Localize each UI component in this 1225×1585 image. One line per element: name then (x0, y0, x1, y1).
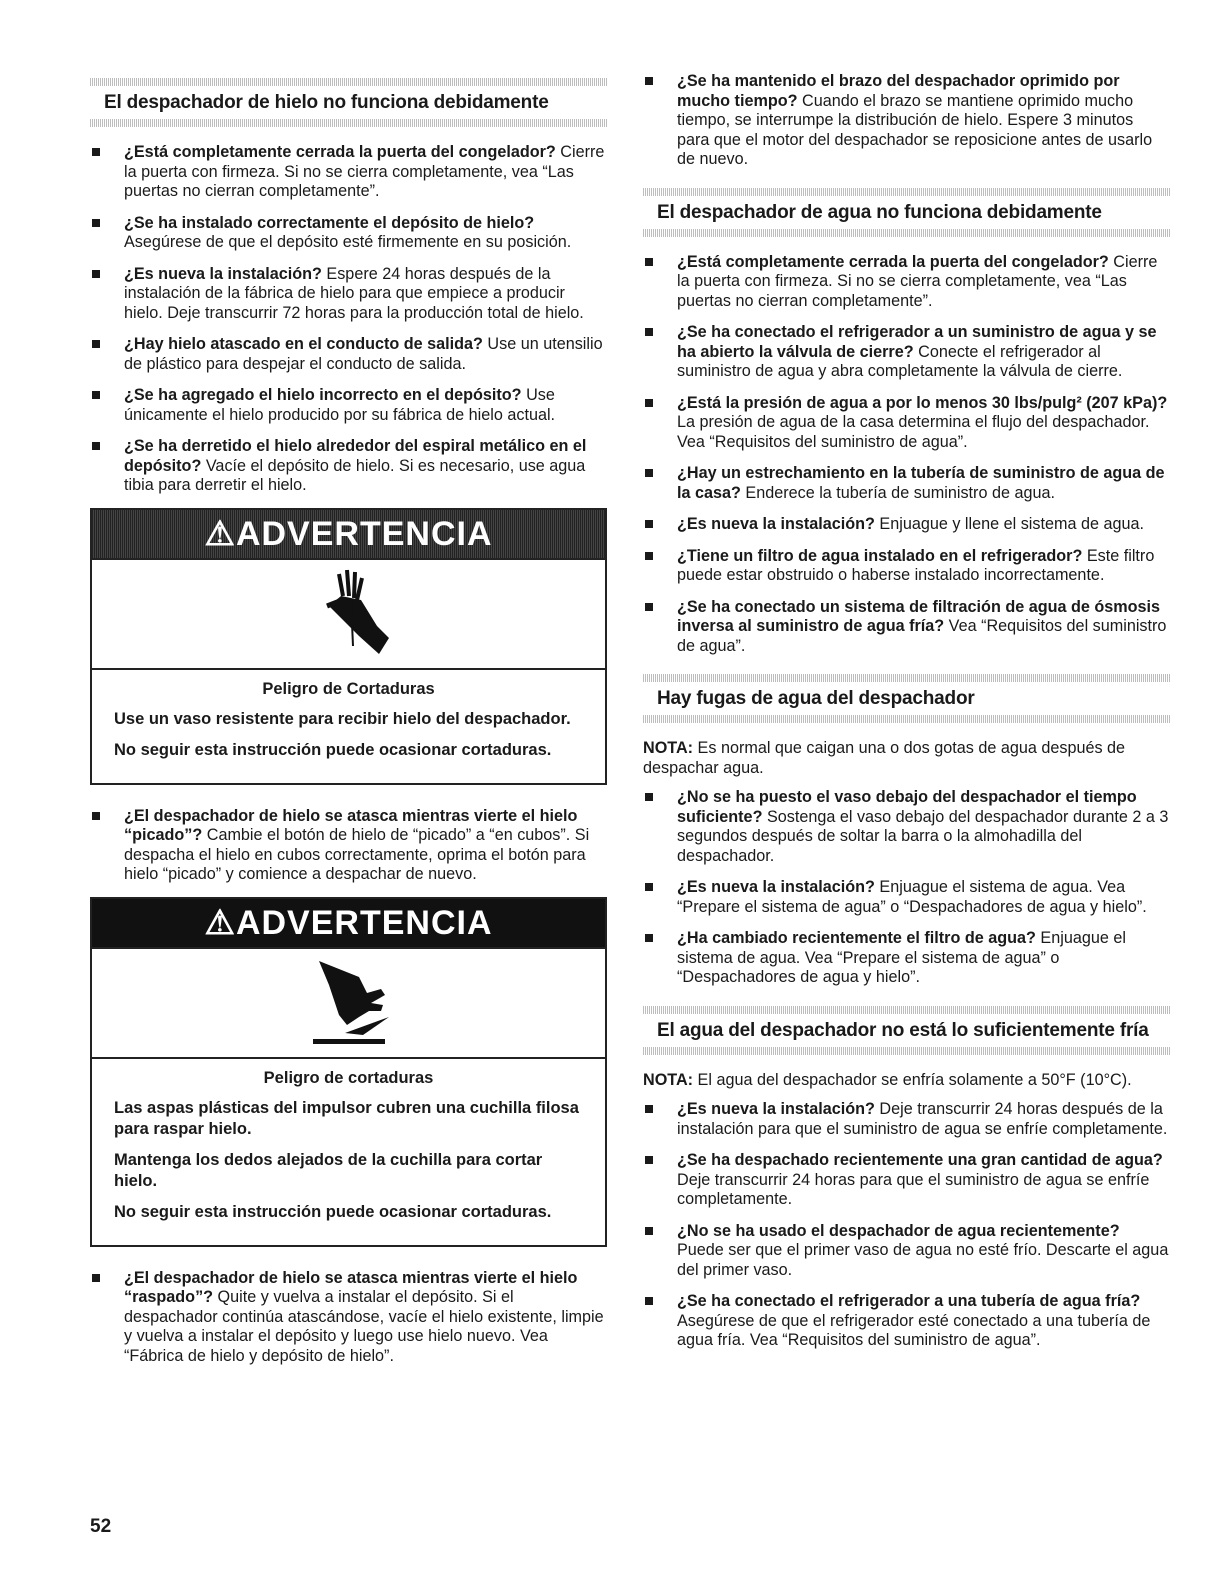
list-item (90, 143, 607, 202)
bullet-icon (92, 219, 100, 227)
note (643, 739, 1170, 778)
bullet-icon (645, 520, 653, 528)
list-item (643, 515, 1170, 535)
bullet-icon (645, 1156, 653, 1164)
item-question: ¿Ha cambiado recientemente el filtro de agua? (677, 929, 1036, 947)
item-answer: Vacíe el depósito de hielo. Si es necesario, use agua tibia para derretir el hielo. (124, 456, 586, 494)
list-item (643, 464, 1170, 503)
list-item (643, 598, 1170, 657)
bullet-icon (645, 258, 653, 266)
bullet-icon (645, 469, 653, 477)
warning-body (92, 1059, 605, 1245)
item-question: ¿No se ha puesto el vaso debajo del despachador el tiempo suficiente? (677, 788, 1137, 826)
warning-banner-text: ⚠ADVERTENCIA (204, 903, 493, 942)
item-question: ¿Se ha instalado correctamente el depósito de hielo? (124, 213, 535, 232)
list-item (90, 214, 607, 253)
warning-text: No seguir esta instrucción puede ocasionar cortaduras. (114, 740, 552, 759)
list-item (643, 253, 1170, 312)
item-list (643, 788, 1170, 988)
item-answer: Cambie el botón de hielo de “picado” a “en cubos”. Si despacha el hielo en cubos correctamente, oprima el botón para hielo “picado” y comience a despachar de nuevo. (124, 826, 590, 883)
bullet-icon (92, 1274, 100, 1282)
item-answer: Este filtro puede estar obstruido o haberse instalado incorrectamente. (677, 546, 1155, 584)
list-item (643, 323, 1170, 382)
item-answer: Use únicamente el hielo producido por su fábrica de hielo actual. (124, 386, 556, 424)
list-item (643, 788, 1170, 866)
item-question: ¿Hay un estrechamiento en la tubería de suministro de agua de la casa? (677, 464, 1165, 502)
list-item (90, 386, 607, 425)
list-item (643, 394, 1170, 453)
item-answer: Deje transcurrir 24 horas para que el suministro de agua se enfríe completamente. (677, 1170, 1150, 1208)
item-answer: Deje transcurrir 24 horas después de la instalación para que el suministro de agua se enfríe completamente. (677, 1100, 1168, 1138)
item-answer: Sostenga el vaso debajo del despachador durante 2 a 3 segundos después de soltar la barra o la almohadilla del despachador. (677, 807, 1169, 865)
item-answer: Asegúrese de que el refrigerador esté conectado a una tubería de agua fría. Vea “Requisitos del suministro de agua”. (677, 1311, 1151, 1349)
item-question: ¿El despachador de hielo se atasca mientras vierte el hielo “picado”? (124, 806, 578, 844)
bullet-icon (645, 1297, 653, 1305)
bullet-icon (645, 603, 653, 611)
list-item (90, 1269, 607, 1367)
header-rule-bottom (643, 715, 1170, 723)
warning-text: No seguir esta instrucción puede ocasionar cortaduras. (114, 1202, 552, 1221)
bullet-icon (92, 340, 100, 348)
bullet-icon (645, 1105, 653, 1113)
section-title: El despachador de agua no funciona debidamente (657, 201, 1102, 223)
section-header (643, 182, 1170, 243)
warning-banner-text: ⚠ADVERTENCIA (204, 514, 493, 553)
bullet-icon (92, 812, 100, 820)
section-title: Hay fugas de agua del despachador (657, 688, 975, 709)
note-label: NOTA: (643, 1070, 694, 1089)
item-question: ¿El despachador de hielo se atasca mientras vierte el hielo “raspado”? (124, 1268, 578, 1306)
item-question: ¿Se ha conectado un sistema de filtración de agua de ósmosis inversa al suministro de agua fría? (677, 597, 1161, 635)
item-answer: Enderece la tubería de suministro de agua. (740, 483, 1055, 502)
bullet-icon (92, 442, 100, 450)
warning-title: Peligro de Cortaduras (262, 679, 435, 698)
page-number: 52 (90, 1516, 112, 1537)
bullet-icon (645, 552, 653, 560)
item-answer: Use un utensilio de plástico para despejar el conducto de salida. (124, 335, 603, 373)
item-answer: Cierre la puerta con firmeza. Si no se cierra completamente, vea “Las puertas no cierran completamente”. (124, 143, 605, 200)
item-question: ¿Está completamente cerrada la puerta del congelador? (677, 252, 1109, 271)
item-answer: Puede ser que el primer vaso de agua no esté frío. Descarte el agua del primer vaso. (677, 1241, 1169, 1279)
warning-box (90, 508, 607, 785)
blade-hand-icon (92, 949, 605, 1059)
list-item (90, 265, 607, 324)
item-answer: Enjuague y llene el sistema de agua. (874, 515, 1144, 533)
note-label: NOTA: (643, 739, 694, 757)
item-question: ¿Se ha mantenido el brazo del despachador oprimido por mucho tiempo? (677, 72, 1120, 110)
item-answer: Enjuague el sistema de agua. Vea “Prepare el sistema de agua” o “Despachadores de agua y hielo”. (677, 929, 1126, 986)
section-header (643, 668, 1170, 729)
item-question: ¿Es nueva la instalación? (124, 264, 322, 283)
bullet-icon (645, 77, 653, 85)
item-list (643, 72, 1170, 170)
bullet-icon (92, 148, 100, 156)
section-title: El agua del despachador no está lo suficientemente fría (657, 1019, 1149, 1041)
note-text: Es normal que caigan una o dos gotas de agua después de despachar agua. (643, 739, 1126, 777)
note (643, 1071, 1170, 1091)
item-question: ¿Se ha derretido el hielo alrededor del espiral metálico en el depósito? (124, 437, 587, 475)
section-header (90, 72, 607, 133)
item-question: ¿Está completamente cerrada la puerta del congelador? (124, 143, 556, 161)
left-column (90, 72, 607, 1378)
warning-title: Peligro de cortaduras (263, 1068, 434, 1087)
item-list (90, 1269, 607, 1367)
list-item (643, 547, 1170, 586)
bullet-icon (92, 270, 100, 278)
item-answer: Espere 24 horas después de la instalación de la fábrica de hielo para que empiece a producir hielo. Deje transcurrir 72 horas para la producción total de hielo. (124, 264, 584, 322)
item-question: ¿Se ha despachado recientemente una gran cantidad de agua? (677, 1151, 1163, 1169)
item-answer: Vea “Requisitos del suministro de agua”. (677, 617, 1167, 655)
item-answer: Cierre la puerta con firmeza. Si no se cierra completamente, vea “Las puertas no cierran completamente”. (677, 252, 1158, 310)
item-question: ¿Es nueva la instalación? (677, 878, 875, 896)
item-answer: Conecte el refrigerador al suministro de agua y abra completamente la válvula de cierre. (677, 342, 1123, 380)
bullet-icon (645, 399, 653, 407)
note-text: El agua del despachador se enfría solamente a 50°F (10°C). (693, 1070, 1132, 1089)
list-item (643, 1222, 1170, 1281)
item-question: ¿Es nueva la instalación? (677, 1100, 875, 1118)
item-list (90, 143, 607, 496)
warning-text: Las aspas plásticas del impulsor cubren una cuchilla filosa para raspar hielo. (114, 1098, 579, 1138)
item-answer: Asegúrese de que el depósito esté firmemente en su posición. (124, 233, 572, 251)
bullet-icon (645, 1227, 653, 1235)
header-rule-top (90, 78, 607, 86)
warning-text: Mantenga los dedos alejados de la cuchilla para cortar hielo. (114, 1150, 543, 1190)
item-question: ¿Se ha conectado el refrigerador a una tubería de agua fría? (677, 1292, 1141, 1310)
item-question: ¿Tiene un filtro de agua instalado en el refrigerador? (677, 546, 1083, 565)
item-question: ¿Es nueva la instalación? (677, 515, 875, 533)
item-question: ¿Se ha conectado el refrigerador a un suministro de agua y se ha abierto la válvula de cierre? (677, 323, 1157, 361)
bullet-icon (645, 328, 653, 336)
list-item (643, 72, 1170, 170)
header-rule-top (643, 188, 1170, 196)
header-rule-bottom (643, 229, 1170, 237)
item-question: ¿No se ha usado el despachador de agua recientemente? (677, 1221, 1120, 1240)
bullet-icon (645, 793, 653, 801)
cut-hand-icon (92, 560, 605, 670)
item-list (90, 807, 607, 885)
bullet-icon (645, 883, 653, 891)
item-answer: Enjuague el sistema de agua. Vea “Prepare el sistema de agua” o “Despachadores de agua y hielo”. (677, 878, 1147, 916)
item-answer: Cuando el brazo se mantiene oprimido mucho tiempo, se interrumpe la distribución de hielo. Espere 3 minutos para que el motor del despachador se reposicione antes de usarlo de nuevo. (677, 91, 1153, 168)
list-item (90, 437, 607, 496)
bullet-icon (645, 934, 653, 942)
item-list (643, 253, 1170, 657)
list-item (643, 1151, 1170, 1210)
warning-banner (92, 899, 605, 949)
header-rule-top (643, 1006, 1170, 1014)
header-rule-bottom (90, 119, 607, 127)
warning-banner (92, 510, 605, 560)
section-header (643, 1000, 1170, 1061)
list-item (643, 929, 1170, 988)
bullet-icon (92, 391, 100, 399)
header-rule-bottom (643, 1047, 1170, 1055)
right-column (643, 72, 1170, 1363)
warning-box (90, 897, 607, 1247)
item-question: ¿Está la presión de agua a por lo menos 30 lbs/pulg² (207 kPa)? (677, 393, 1168, 412)
warning-body (92, 670, 605, 783)
list-item (643, 878, 1170, 917)
item-question: ¿Se ha agregado el hielo incorrecto en el depósito? (124, 386, 522, 404)
warning-text: Use un vaso resistente para recibir hielo del despachador. (114, 709, 571, 728)
item-answer: Quite y vuelva a instalar el depósito. Si el despachador continúa atascándose, vacíe el hielo existente, limpie y vuelva a instalar el depósito y luego use hielo nuevo. Vea “Fábrica de hielo y depósito de hielo”. (124, 1288, 604, 1365)
list-item (643, 1292, 1170, 1351)
section-title: El despachador de hielo no funciona debidamente (104, 92, 549, 113)
item-list (643, 1100, 1170, 1351)
list-item (643, 1100, 1170, 1139)
item-question: ¿Hay hielo atascado en el conducto de salida? (124, 335, 483, 353)
item-answer: La presión de agua de la casa determina el flujo del despachador. Vea “Requisitos del suministro de agua”. (677, 413, 1150, 451)
list-item (90, 335, 607, 374)
header-rule-top (643, 674, 1170, 682)
list-item (90, 807, 607, 885)
